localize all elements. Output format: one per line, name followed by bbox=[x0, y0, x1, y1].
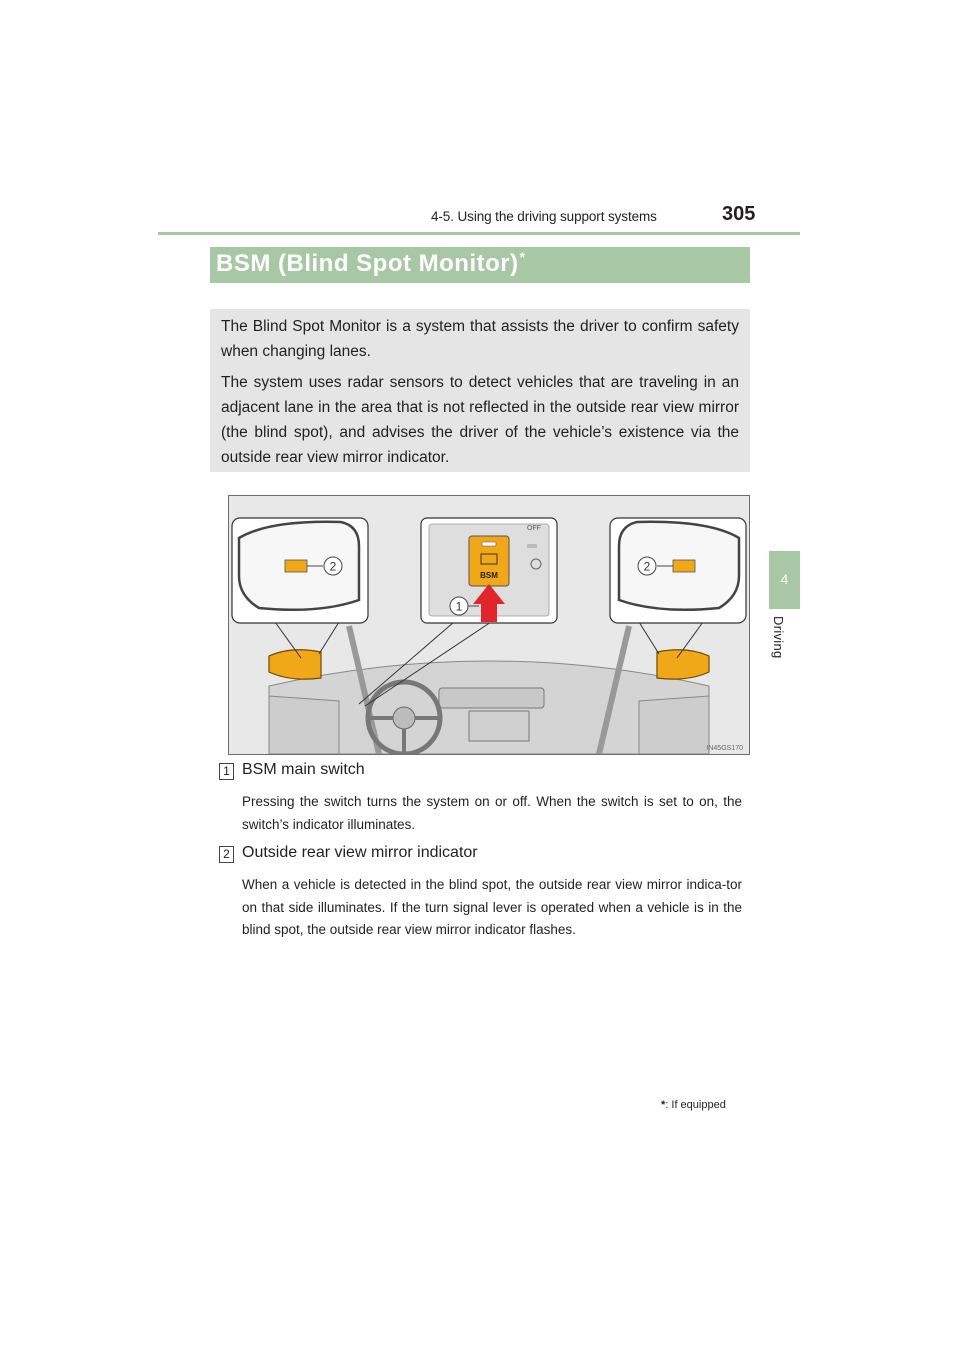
item-number-box: 1 bbox=[219, 763, 234, 780]
item-number-box: 2 bbox=[219, 846, 234, 863]
chapter-number: 4 bbox=[780, 571, 789, 587]
bsm-illustration bbox=[228, 495, 750, 755]
intro-paragraph: The Blind Spot Monitor is a system that assists the driver to confirm safety when changing lanes. bbox=[221, 318, 739, 360]
item-title: Outside rear view mirror indicator bbox=[242, 844, 478, 861]
footnote-mark: * bbox=[661, 1099, 666, 1111]
section-title: 4-5. Using the driving support systems bbox=[431, 209, 657, 224]
off-switch-label: OFF bbox=[527, 525, 541, 532]
illustration-callout-2-left: 2 bbox=[329, 559, 337, 574]
bsm-switch-label: BSM bbox=[480, 571, 498, 580]
page-title bbox=[216, 249, 526, 278]
item-description: When a vehicle is detected in the blind spot, the outside rear view mirror indica-tor on that side illuminates. If the turn signal lever is operated when a vehicle is in the blind spot, the outside rear view mirror indicator flashes. bbox=[242, 877, 742, 937]
page-title-text: BSM (Blind Spot Monitor) bbox=[216, 250, 519, 277]
intro-paragraph: The system uses radar sensors to detect vehicles that are traveling in an adjacent lane in the area that is not reflected in the outside rear view mirror (the blind spot), and advises the driver of the vehicle’s existence via the outside rear view mirror indicator. bbox=[221, 374, 739, 466]
illustration-callout-1: 1 bbox=[455, 599, 463, 614]
item-description: Pressing the switch turns the system on or off. When the switch is set to on, the switch’s indicator illuminates. bbox=[242, 794, 742, 832]
title-asterisk: * bbox=[519, 249, 526, 265]
footnote bbox=[661, 1099, 726, 1111]
item-title: BSM main switch bbox=[242, 761, 365, 778]
illustration-callout-2-right: 2 bbox=[643, 559, 651, 574]
chapter-label: Driving bbox=[771, 616, 786, 659]
intro-box bbox=[210, 309, 750, 472]
page-number: 305 bbox=[722, 203, 756, 225]
illustration-code: IN45GS170 bbox=[706, 745, 743, 752]
header-rule bbox=[158, 232, 800, 235]
dashboard-illustration-svg bbox=[229, 496, 749, 754]
footnote-text: : If equipped bbox=[665, 1099, 726, 1111]
